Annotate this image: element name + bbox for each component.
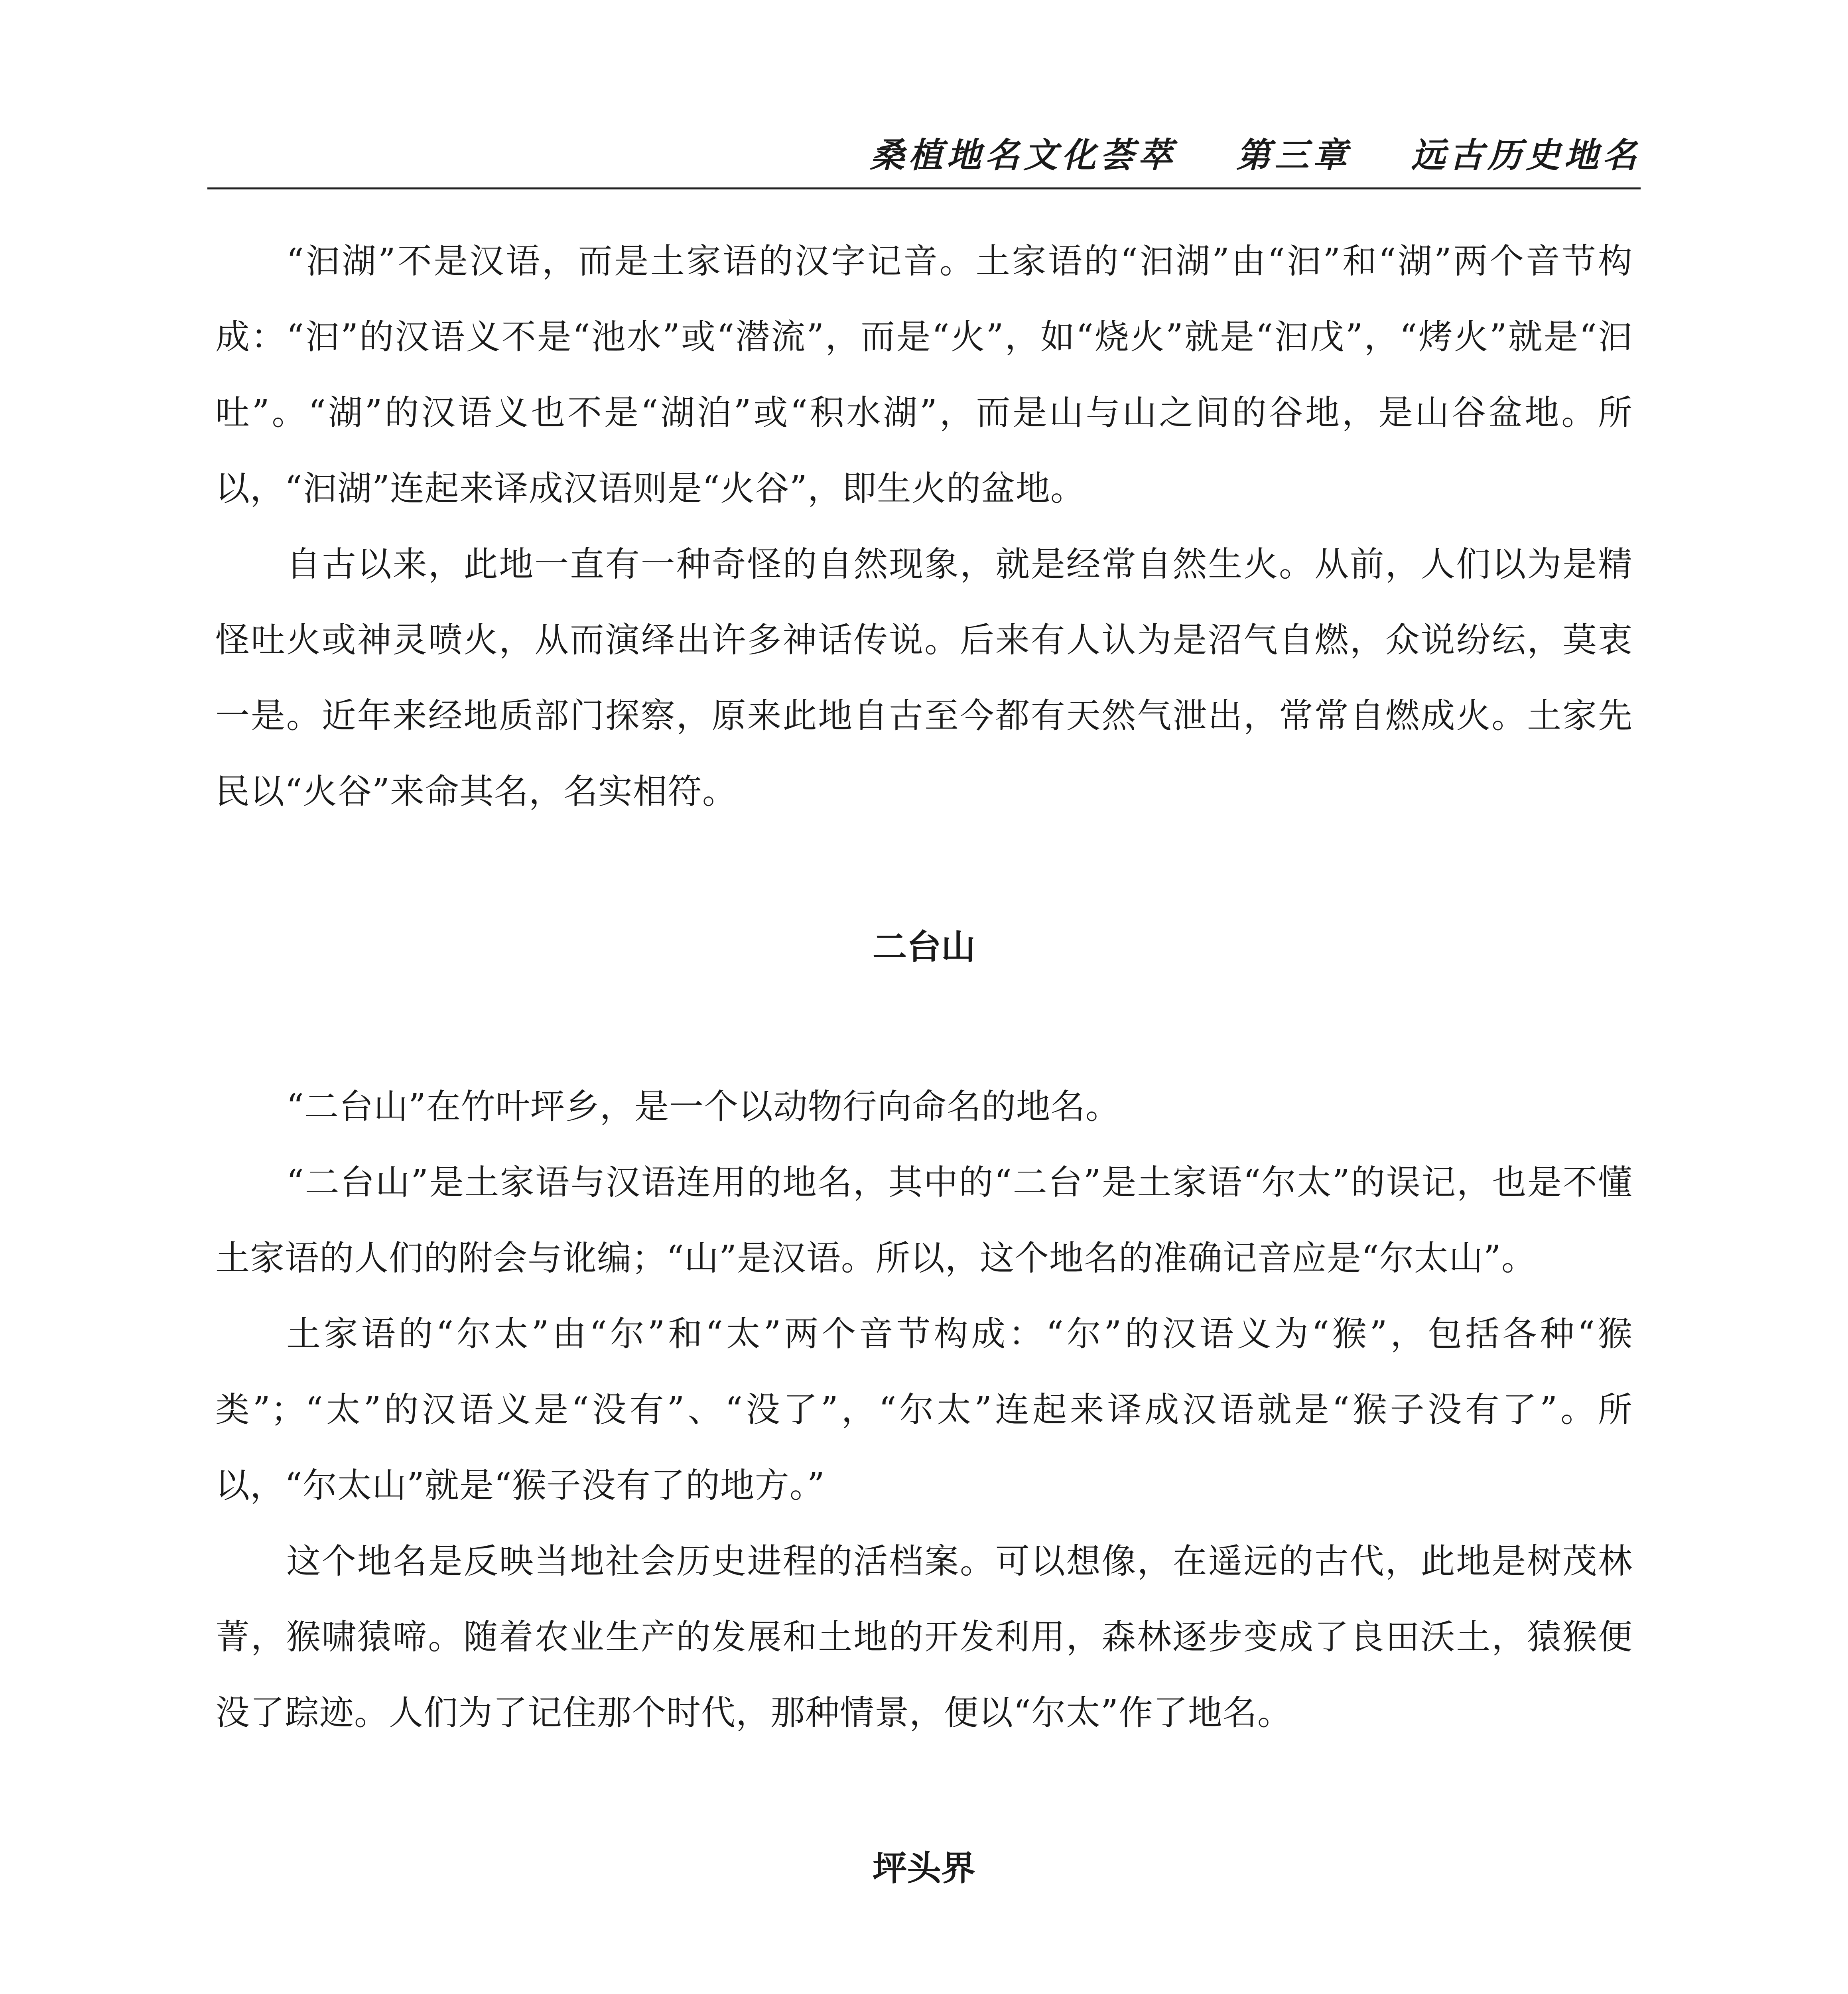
paragraph: 这个地名是反映当地社会历史进程的活档案。可以想像，在遥远的古代，此地是树茂林菁，猴啸猿啼。随着农业生产的发展和土地的开发利用，森林逐步变成了良田沃土，猿猴便没了踪迹。人们为了记住那个时代，那种情景，便以“尔太”作了地名。 xyxy=(215,1541,1633,1733)
paragraph: “二台山”是土家语与汉语连用的地名，其中的“二台”是土家语“尔太”的误记，也是不懂土家语的人们的附会与讹编；“山”是汉语。所以，这个地名的准确记音应是“尔太山”。 xyxy=(215,1163,1633,1278)
paragraph xyxy=(215,1990,1633,1994)
section-title-ertaishan: 二台山 xyxy=(873,927,975,967)
header-chapter-title: 远古历史地名 xyxy=(1411,136,1641,175)
paragraph: “汩湖”不是汉语，而是土家语的汉字记音。土家语的“汩湖”由“汩”和“湖”两个音节构成：“汩”的汉语义不是“池水”或“潜流”，而是“火”，如“烧火”就是“汩戊”，“烤火”就是“汩吐”。“湖”的汉语义也不是“湖泊”或“积水湖”，而是山与山之间的谷地，是山谷盆地。所以，“汩湖”连起来译成汉语则是“火谷”，即生火的盆地。 xyxy=(215,241,1633,508)
paragraph: 土家语的“尔太”由“尔”和“太”两个音节构成：“尔”的汉语义为“猴”，包括各种“猴类”；“太”的汉语义是“没有”、“没了”，“尔太”连起来译成汉语就是“猴子没有了”。所以，“尔太山”就是“猴子没有了的地方。” xyxy=(215,1314,1633,1505)
running-header xyxy=(207,132,1641,189)
header-book-title: 桑植地名文化荟萃 xyxy=(870,136,1176,175)
paragraph: 自古以来，此地一直有一种奇怪的自然现象，就是经常自然生火。从前，人们以为是精怪吐火或神灵喷火，从而演绎出许多神话传说。后来有人认为是沼气自燃，众说纷纭，莫衷一是。近年来经地质部门探察，原来此地自古至今都有天然气泄出，常常自燃成火。土家先民以“火谷”来命其名，名实相符。 xyxy=(215,544,1633,812)
header-chapter: 第三章 xyxy=(1236,136,1351,175)
page-body xyxy=(215,223,1633,1994)
paragraph: “二台山”在竹叶坪乡，是一个以动物行向命名的地名。 xyxy=(286,1087,1120,1127)
section-title-pingtoujie: 坪头界 xyxy=(873,1848,975,1888)
